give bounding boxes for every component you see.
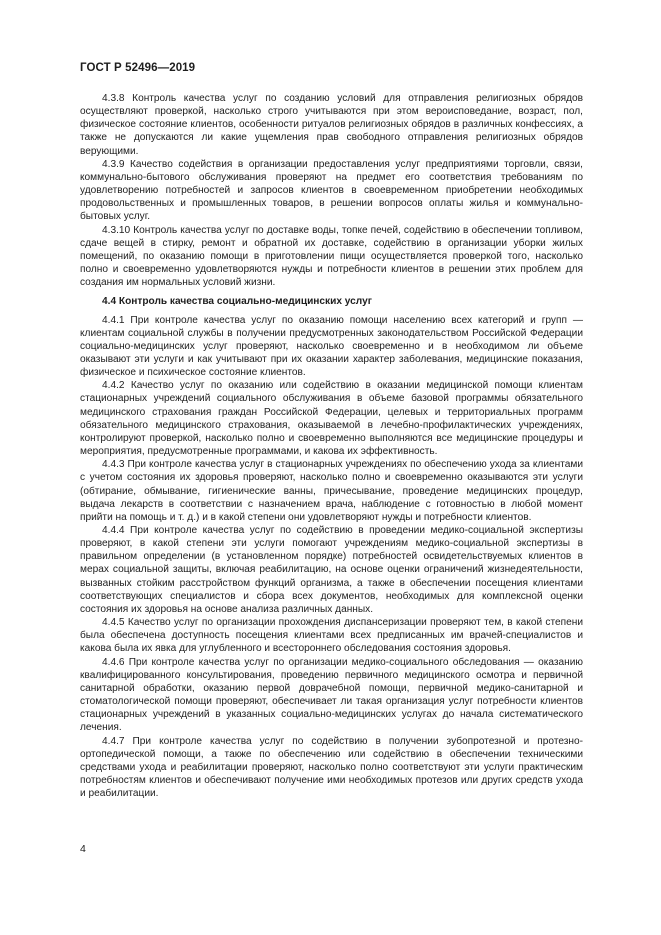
page-number: 4: [80, 843, 86, 855]
paragraph-4-3-8: 4.3.8 Контроль качества услуг по созданию условий для отправления религиозных обрядов осуществляют проверкой, насколько строго учитываются при этом вероисповедание, возраст, пол, физическое состояние клиентов, особенности ритуалов религиозных обрядов в различных конфессиях, а также не допускаются ли какие ущемления прав свободного отправления религиозных обрядов верующими.: [80, 93, 583, 157]
section-heading-4-4: 4.4 Контроль качества социально-медицинских услуг: [102, 296, 372, 308]
paragraph-4-4-6: 4.4.6 При контроле качества услуг по организации медико-социального обследования — оказанию квалифицированного консультирования, проведению первичного медицинского осмотра и первичной санитарной обработки, оказанию первой доврачебной помощи, первичной медико-санитарной и стоматологической помощи проверяют, обеспечивает ли такая организация услуг потребности клиентов стационарных учреждений в указанных социально-медицинских услугах до начала систематического лечения.: [80, 656, 583, 734]
paragraph-4-3-10: 4.3.10 Контроль качества услуг по доставке воды, топке печей, содействию в обеспечении топливом, сдаче вещей в стирку, ремонт и обратной их доставке, содействию в организации уборки жилых помещений, по оказанию помощи в приготовлении пищи осуществляется проверкой того, насколько полно и своевременно удовлетворяются нужды и потребности клиентов в решении этих проблем для создания им нормальных условий жизни.: [80, 224, 583, 289]
document-header: ГОСТ Р 52496—2019: [80, 62, 196, 74]
paragraph-4-4-7: 4.4.7 При контроле качества услуг по содействию в получении зубопротезной и протезно-ортопедической помощи, а также по обеспечению или содействию в обеспечении техническими средствами ухода и реабилитации проверяют, насколько полно соответствуют эти услуги практическим потребностям клиентов и обеспечивают получение ими необходимых протезов или других средств ухода и реабилитации.: [80, 735, 583, 800]
paragraph-4-4-4: 4.4.4 При контроле качества услуг по содействию в проведении медико-социальной экспертизы проверяют, в какой степени эти услуги помогают учреждениям медико-социальной экспертизы в правильном определении (в установленном порядке) потребностей освидетельствуемых клиентов в мерах социальной защиты, включая реабилитацию, на основе оценки ограничений жизнедеятельности, вызванных стойким расстройством функций организма, а также в обеспечении посещения клиентами соответствующих специалистов и сбора всех документов, необходимых для комплексной оценки состояния их здоровья на основе анализа различных данных.: [80, 525, 583, 615]
paragraph-4-4-3: 4.4.3 При контроле качества услуг в стационарных учреждениях по обеспечению ухода за клиентами с учетом состояния их здоровья проверяют, насколько полно и своевременно оказываются эти услуги (обтирание, обмывание, гигиенические ванны, причесывание, проведение медицинских процедур, выдача лекарств в соответствии с назначением врача, наблюдение с готовностью в любой момент прийти на помощь и т. д.) и в какой степени они удовлетворяют нужды и потребности клиентов.: [80, 459, 583, 523]
document-body: [80, 92, 583, 800]
paragraph-4-3-9: 4.3.9 Качество содействия в организации предоставления услуг предприятиями торговли, связи, коммунально-бытового обслуживания проверяют на предмет его соответствия требованиям по удовлетворению потребностей и запросов клиентов в своевременном приобретении необходимых продовольственных и промышленных товаров, в решении вопросов оплаты жилья и коммунально-бытовых услуг.: [80, 158, 583, 223]
paragraph-4-4-5: 4.4.5 Качество услуг по организации прохождения диспансеризации проверяют тем, в какой степени была обеспечена доступность посещения клиентами всех предписанных им врачей-специалистов и какова была их явка для углубленного и всестороннего обследования состояния здоровья.: [80, 617, 583, 655]
paragraph-4-4-2: 4.4.2 Качество услуг по оказанию или содействию в оказании медицинской помощи клиентам стационарных учреждений социального обслуживания в объеме базовой программы обязательного медицинского страхования граждан Российской Федерации, целевых и территориальных программ обязательного медицинского страхования, оказываемой в лечебно-профилактических учреждениях, контролируют проверкой, насколько полно и своевременно выполняются все медицинские процедуры и мероприятия, предусмотренные программами, и какова их эффективность.: [80, 380, 583, 458]
paragraph-4-4-1: 4.4.1 При контроле качества услуг по оказанию помощи населению всех категорий и групп — клиентам социальной службы в получении предусмотренных законодательством Российской Федерации социально-медицинских услуг проверяют, насколько своевременно и в необходимом ли объеме оказывают эти услуги и как учитывают при их оказании характер заболевания, медицинские показания, физическое и психическое состояние клиентов.: [80, 314, 583, 379]
